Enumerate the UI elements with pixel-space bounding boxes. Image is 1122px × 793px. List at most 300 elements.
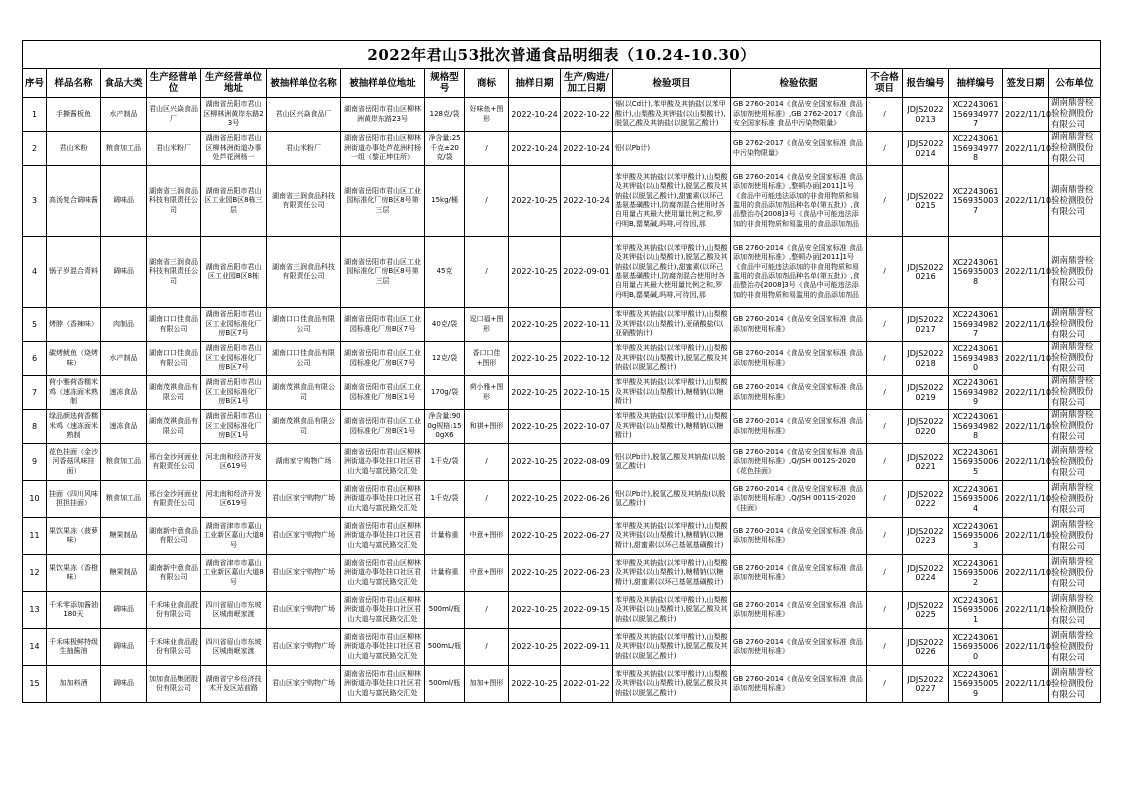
test-basis-text: GB 2760-2014《食品安全国家标准 食品添加剂使用标准》 [733, 526, 863, 544]
production-date-text: 2022-09-11 [563, 642, 610, 652]
test-basis-text: GB 2762-2017《食品安全国家标准 食品中污染物限量》 [733, 139, 863, 157]
sampled-unit-address-text: 湖南省岳阳市君山区工业园标准化厂房B区1号 [344, 417, 421, 435]
report-number [903, 410, 949, 444]
unqualified-items-text: / [883, 494, 886, 503]
sample-name-text: 烤脖（香辣味） [49, 319, 98, 328]
publisher [1049, 98, 1101, 132]
table-row [23, 629, 1101, 666]
table-row [23, 308, 1101, 342]
brand-text: / [485, 642, 488, 651]
test-basis-text: GB 2760-2014《食品安全国家标准 食品添加剂使用标准》 [733, 637, 863, 655]
production-date-text: 2022-10-15 [563, 387, 610, 397]
issue-date [1003, 376, 1052, 410]
issue-date [1003, 592, 1052, 629]
food-category-text: 糖果制品 [109, 531, 138, 540]
brand [465, 629, 509, 666]
test-basis-text: GB 2760-2014《食品安全国家标准 食品添加剂使用标准》,GB 2762-2017《食品安全国家标准 食品中污染物限量》 [733, 100, 863, 128]
food-category-text: 肉制品 [113, 319, 134, 328]
publisher-text: 湖南鼎誉检验检测股份有限公司 [1051, 342, 1094, 374]
sample-date-text: 2022-10-25 [511, 421, 558, 431]
food-category-text: 粮食加工品 [106, 494, 141, 503]
test-items [613, 376, 731, 410]
issue-date-text: 2022/11/10 [1005, 421, 1052, 431]
publisher [1049, 132, 1101, 166]
sample-date [509, 481, 561, 518]
producer-address-text: 河北南和经济开发区619号 [205, 489, 262, 507]
publisher-text: 湖南鼎誉检验检测股份有限公司 [1051, 184, 1094, 217]
producer-address [201, 629, 267, 666]
production-date-text: 2022-06-26 [563, 494, 610, 504]
spec-model [425, 237, 465, 308]
sample-name [47, 592, 101, 629]
unqualified-items-text: / [883, 143, 886, 152]
test-basis [731, 132, 867, 166]
producer-address [201, 342, 267, 376]
food-category [101, 342, 147, 376]
publisher [1049, 308, 1101, 342]
sample-name-text: 果饮果冻（菠萝味） [49, 526, 98, 544]
row-number [23, 666, 47, 703]
sample-name-text: 锅子岁混合青料 [49, 267, 98, 276]
sample-name-text: 碳烤鱿鱼（烧烤味） [49, 349, 98, 367]
producer-address-text: 湖南省岳阳市君山区工业园标准化厂房B区1号 [205, 378, 262, 406]
spec-model-text: 45克 [436, 267, 453, 276]
row-number [23, 444, 47, 481]
sampled-unit-address-text: 湖南省岳阳市君山区柳林洲街道办事处芦花洲村杨一组（黎正坤住所） [344, 134, 421, 162]
brand [465, 592, 509, 629]
production-date-text: 2022-10-11 [563, 319, 610, 329]
issue-date-text: 2022/11/10 [1005, 267, 1052, 277]
sample-number-text: XC22430611569350062 [952, 558, 999, 587]
unqualified-items [867, 410, 903, 444]
producer-address-text: 河北南和经济开发区619号 [205, 452, 262, 470]
publisher-text: 湖南鼎誉检验检测股份有限公司 [1051, 255, 1094, 288]
sample-name [47, 376, 101, 410]
food-inspection-sheet [22, 40, 1100, 703]
test-items-text: 苯甲酸及其钠盐(以苯甲酸计),山梨酸及其钾盐(以山梨酸计),脱氢乙酸及其钠盐(以脱氢乙酸计),甜蜜素(以环己基氨基磺酸计),防腐剂混合使用时各自用量占其最大使用量比例之和,罗丹明B,罂粟碱,吗啡,可待因,那 [615, 243, 728, 299]
sampled-unit-name-text: 湖南口口佳食品有限公司 [272, 349, 335, 367]
sample-number-text: XC22430611569349830 [952, 344, 999, 373]
unqualified-items [867, 592, 903, 629]
test-items [613, 629, 731, 666]
spec-model-text: 净含量:25千克±20克/袋 [428, 134, 461, 162]
spec-model-text: 500ml/瓶 [428, 605, 461, 614]
publisher [1049, 518, 1101, 555]
issue-date-text: 2022/11/10 [1005, 387, 1052, 397]
sample-number [949, 166, 1003, 237]
producer-address [201, 518, 267, 555]
brand-text: 逗口福+图形 [469, 315, 504, 333]
sample-name [47, 308, 101, 342]
row-number [23, 410, 47, 444]
producer-name-text: 湖南茂祺食品有限公司 [149, 383, 198, 401]
col-category-header: 食品大类 [101, 69, 147, 98]
inspection-table [22, 40, 1101, 703]
brand-text: 中意+图形 [469, 531, 504, 540]
test-items [613, 166, 731, 237]
test-items-text: 苯甲酸及其钠盐(以苯甲酸计),山梨酸及其钾盐(以山梨酸计),糖精钠(以糖精计) [615, 412, 728, 440]
brand [465, 666, 509, 703]
sample-name [47, 98, 101, 132]
report-number [903, 555, 949, 592]
sample-number-text: XC22430611569349829 [952, 378, 999, 407]
publisher-text: 湖南鼎誉检验检测股份有限公司 [1051, 376, 1094, 408]
table-row [23, 481, 1101, 518]
row-number [23, 132, 47, 166]
test-items [613, 308, 731, 342]
test-basis [731, 342, 867, 376]
production-date [561, 98, 613, 132]
unqualified-items [867, 166, 903, 237]
producer-address-text: 湖南省岳阳市君山区柳林洲黄岸东路23号 [203, 100, 264, 128]
sample-date-text: 2022-10-24 [511, 109, 558, 119]
brand-text: 香口口佳+图形 [472, 349, 501, 367]
row-number-text: 8 [31, 421, 38, 431]
production-date-text: 2022-06-27 [563, 531, 610, 541]
producer-name [147, 518, 201, 555]
sample-date [509, 376, 561, 410]
row-number-text: 13 [29, 605, 40, 615]
test-basis [731, 166, 867, 237]
sampled-unit-name-text: 君山米粉厂 [286, 143, 321, 152]
production-date-text: 2022-06-23 [563, 568, 610, 578]
producer-name [147, 237, 201, 308]
spec-model-text: 500ml/瓶 [428, 679, 461, 688]
test-basis [731, 555, 867, 592]
food-category [101, 592, 147, 629]
spec-model [425, 98, 465, 132]
test-items-text: 苯甲酸及其钠盐(以苯甲酸计),山梨酸及其钾盐(以山梨酸计),脱氢乙酸及其钠盐(以脱氢乙酸计) [615, 669, 728, 697]
brand-text: / [485, 196, 488, 205]
issue-date [1003, 555, 1052, 592]
sampled-unit-address [341, 666, 425, 703]
sampled-unit-name-text: 湖南省三润食品科技有限责任公司 [272, 262, 335, 280]
row-number-text: 4 [31, 267, 38, 277]
spec-model [425, 376, 465, 410]
table-row [23, 666, 1101, 703]
producer-name-text: 加加食品集团股份有限公司 [149, 674, 198, 692]
spec-model-text: 15kg/桶 [431, 196, 458, 205]
report-number [903, 166, 949, 237]
publisher [1049, 166, 1101, 237]
producer-address [201, 666, 267, 703]
producer-address [201, 237, 267, 308]
issue-date-text: 2022/11/10 [1005, 353, 1052, 363]
test-basis [731, 629, 867, 666]
sampled-unit-address [341, 166, 425, 237]
brand [465, 481, 509, 518]
sampled-unit-address-text: 湖南省岳阳市君山区柳林洲街道办事处挂口社区君山大道与富民路交汇处 [344, 669, 421, 697]
col-sampled-addr-header: 被抽样单位地址 [341, 69, 425, 98]
unqualified-items [867, 342, 903, 376]
col-spec-header: 规格型号 [425, 69, 465, 98]
spec-model-text: 500mL/瓶 [427, 642, 462, 651]
publisher [1049, 629, 1101, 666]
report-number-text: JDJS20220215 [907, 191, 944, 210]
issue-date [1003, 410, 1052, 444]
production-date-text: 2022-08-09 [563, 457, 610, 467]
publisher-text: 湖南鼎誉检验检测股份有限公司 [1051, 556, 1094, 589]
issue-date-text: 2022/11/10 [1005, 531, 1052, 541]
test-items [613, 444, 731, 481]
sampled-unit-address-text: 湖南省岳阳市君山区柳林洲街道办事处挂口社区君山大道与富民路交汇处 [344, 558, 421, 586]
sampled-unit-address-text: 湖南省岳阳市君山区工业园标准化厂房B区1号 [344, 383, 421, 401]
sampled-unit-address [341, 376, 425, 410]
report-number [903, 481, 949, 518]
unqualified-items-text: / [883, 568, 886, 577]
sample-date-text: 2022-10-25 [511, 457, 558, 467]
report-number-text: JDJS20220224 [907, 563, 944, 582]
unqualified-items-text: / [883, 196, 886, 205]
sample-number-text: XC22430611569350059 [952, 669, 999, 698]
food-category [101, 132, 147, 166]
row-number-text: 12 [29, 568, 40, 578]
production-date [561, 481, 613, 518]
unqualified-items-text: / [883, 319, 886, 328]
sample-date [509, 592, 561, 629]
sampled-unit-address [341, 592, 425, 629]
publisher-text: 湖南鼎誉检验检测股份有限公司 [1051, 98, 1094, 130]
brand [465, 98, 509, 132]
sample-number [949, 555, 1003, 592]
producer-address-text: 四川省眉山市东坡区城南岷家渡 [205, 600, 262, 618]
spec-model [425, 132, 465, 166]
sampled-unit-address-text: 湖南省岳阳市君山区柳林洲黄岸东路23号 [344, 105, 421, 123]
sample-number [949, 666, 1003, 703]
unqualified-items [867, 444, 903, 481]
sampled-unit-name [267, 444, 341, 481]
brand-text: 和祺+图形 [469, 421, 504, 430]
production-date [561, 342, 613, 376]
producer-name-text: 湖南茂祺食品有限公司 [149, 417, 198, 435]
sampled-unit-address [341, 98, 425, 132]
row-number-text: 10 [29, 494, 40, 504]
production-date [561, 518, 613, 555]
sample-number [949, 237, 1003, 308]
brand-text: / [485, 605, 488, 614]
brand [465, 342, 509, 376]
unqualified-items-text: / [883, 642, 886, 651]
food-category [101, 444, 147, 481]
sampled-unit-name [267, 376, 341, 410]
issue-date [1003, 518, 1052, 555]
sampled-unit-name-text: 湖南茂祺食品有限公司 [272, 383, 335, 401]
test-basis [731, 376, 867, 410]
food-category [101, 308, 147, 342]
sample-number-text: XC22430611569349777 [952, 100, 999, 129]
row-number [23, 555, 47, 592]
sampled-unit-name-text: 君山区家宁购物广场 [272, 679, 335, 688]
food-category-text: 糖果制品 [109, 568, 138, 577]
issue-date-text: 2022/11/10 [1005, 457, 1052, 467]
producer-name [147, 132, 201, 166]
sample-date-text: 2022-10-25 [511, 267, 558, 277]
sample-date-text: 2022-10-25 [511, 494, 558, 504]
row-number-text: 6 [31, 353, 38, 363]
brand [465, 308, 509, 342]
food-category [101, 481, 147, 518]
producer-address [201, 98, 267, 132]
spec-model [425, 410, 465, 444]
sample-name-text: 加加料酒 [59, 679, 88, 688]
sample-date-text: 2022-10-25 [511, 353, 558, 363]
unqualified-items-text: / [883, 457, 886, 466]
food-category [101, 518, 147, 555]
test-basis-text: GB 2760-2014《食品安全国家标准 食品添加剂使用标准》 [733, 383, 863, 401]
test-items-text: 苯甲酸及其钠盐(以苯甲酸计),山梨酸及其钾盐(以山梨酸计),脱氢乙酸及其钠盐(以脱氢乙酸计),甜蜜素(以环己基氨基磺酸计),防腐剂混合使用时各自用量占其最大使用量比例之和,罗丹明B,罂粟碱,吗啡,可待因,那 [615, 172, 728, 228]
sample-date [509, 342, 561, 376]
producer-address [201, 592, 267, 629]
sample-number [949, 342, 1003, 376]
report-number-text: JDJS20220218 [907, 349, 944, 368]
production-date [561, 410, 613, 444]
sampled-unit-address-text: 湖南省岳阳市君山区工业园标准化厂房B区7号 [344, 315, 421, 333]
test-basis-text: GB 2760-2014《食品安全国家标准 食品添加剂使用标准》 [733, 417, 863, 435]
issue-date-text: 2022/11/10 [1005, 109, 1052, 119]
production-date [561, 376, 613, 410]
row-number [23, 592, 47, 629]
publisher [1049, 237, 1101, 308]
food-category-text: 调味品 [113, 605, 134, 614]
spec-model-text: 40克/袋 [431, 319, 458, 328]
report-number-text: JDJS20220226 [907, 637, 944, 656]
report-number-text: JDJS20220222 [907, 489, 944, 508]
test-basis [731, 308, 867, 342]
sampled-unit-name-text: 君山区家宁购物广场 [272, 531, 335, 540]
sampled-unit-name-text: 君山区家宁购物广场 [272, 568, 335, 577]
production-date-text: 2022-10-24 [563, 196, 610, 206]
sampled-unit-name [267, 410, 341, 444]
report-number [903, 518, 949, 555]
col-unqualified-header: 不合格项目 [867, 69, 903, 98]
sample-name [47, 629, 101, 666]
test-basis-text: GB 2760-2014《食品安全国家标准 食品添加剂使用标准》,整顿办函[2011]1号《食品中可能违法添加的非食用物质和易滥用的食品添加剂品种名单(第五批)》,食品整治办[2008]3号《食品中可能违法添加的非食用物质和易滥用的食品添加剂品 [733, 243, 863, 299]
spec-model [425, 444, 465, 481]
col-prod-date-header: 生产/购进/加工日期 [561, 69, 613, 98]
sampled-unit-name [267, 518, 341, 555]
sample-date [509, 518, 561, 555]
sampled-unit-name [267, 132, 341, 166]
sampled-unit-name-text: 湖南家宁购物广场 [275, 457, 332, 466]
production-date-text: 2022-01-22 [563, 679, 610, 689]
sample-date-text: 2022-10-25 [511, 387, 558, 397]
test-basis [731, 518, 867, 555]
sample-name-text: 果饮果冻（香橙味） [49, 563, 98, 581]
row-number [23, 376, 47, 410]
sampled-unit-address [341, 308, 425, 342]
food-category [101, 410, 147, 444]
col-report-no-header: 报告编号 [903, 69, 949, 98]
sampled-unit-address [341, 342, 425, 376]
test-items-text: 铅(以Pb计) [615, 143, 651, 152]
test-basis-text: GB 2760-2014《食品安全国家标准 食品添加剂使用标准》,Q/JSH 0011S-2020《挂面》 [733, 484, 863, 512]
sample-name-text: 绿品颜选荷香糯米鸡（速冻面米熟制 [49, 412, 98, 440]
sample-date-text: 2022-10-25 [511, 196, 558, 206]
table-row [23, 98, 1101, 132]
test-basis [731, 481, 867, 518]
row-number-text: 3 [31, 196, 38, 206]
producer-name [147, 555, 201, 592]
unqualified-items-text: / [883, 387, 886, 396]
test-basis [731, 444, 867, 481]
sampled-unit-name-text: 湖南省三润食品科技有限责任公司 [272, 191, 335, 209]
food-category [101, 629, 147, 666]
sample-number-text: XC22430611569350038 [952, 257, 999, 286]
row-number-text: 2 [31, 143, 38, 153]
sample-date-text: 2022-10-24 [511, 143, 558, 153]
brand [465, 444, 509, 481]
test-basis-text: GB 2760-2014《食品安全国家标准 食品添加剂使用标准》 [733, 349, 863, 367]
test-items [613, 410, 731, 444]
sample-date [509, 237, 561, 308]
producer-address [201, 376, 267, 410]
unqualified-items [867, 518, 903, 555]
sampled-unit-name [267, 166, 341, 237]
row-number-text: 15 [29, 679, 40, 689]
producer-address [201, 481, 267, 518]
report-number-text: JDJS20220227 [907, 674, 944, 693]
producer-name-text: 千禾味业食品股份有限公司 [149, 637, 198, 655]
sample-date [509, 308, 561, 342]
producer-name-text: 湖南新中意食品有限公司 [149, 526, 198, 544]
sample-number [949, 376, 1003, 410]
row-number [23, 308, 47, 342]
row-number [23, 481, 47, 518]
unqualified-items [867, 666, 903, 703]
sampled-unit-name-text: 君山区家宁购物广场 [272, 642, 335, 651]
report-number-text: JDJS20220220 [907, 417, 944, 436]
spec-model-text: 128克/袋 [429, 109, 460, 118]
producer-name [147, 666, 201, 703]
sampled-unit-name [267, 481, 341, 518]
sampled-unit-address [341, 410, 425, 444]
sample-number [949, 444, 1003, 481]
table-row [23, 444, 1101, 481]
sample-name-text: 千禾味极鲜特级生抽酱油 [49, 637, 98, 655]
sampled-unit-address-text: 湖南省岳阳市君山区柳林洲街道办事处挂口社区君山大道与富民路交汇处 [344, 595, 421, 623]
sample-name-text: 千禾零添加酱油180天 [49, 600, 98, 618]
food-category-text: 调味品 [113, 196, 134, 205]
food-category [101, 555, 147, 592]
table-body [23, 98, 1101, 703]
sampled-unit-name [267, 342, 341, 376]
test-basis-text: GB 2760-2014《食品安全国家标准 食品添加剂使用标准》 [733, 674, 863, 692]
test-items [613, 98, 731, 132]
producer-address-text: 湖南省岳阳市君山区工业园B区8栋三层 [204, 186, 263, 214]
publisher [1049, 481, 1101, 518]
test-items [613, 132, 731, 166]
test-items [613, 666, 731, 703]
production-date-text: 2022-10-22 [563, 109, 610, 119]
producer-name-text: 湖南省三润食品科技有限责任公司 [149, 186, 198, 214]
row-number [23, 629, 47, 666]
sample-date-text: 2022-10-25 [511, 319, 558, 329]
unqualified-items-text: / [883, 531, 886, 540]
col-test-items-header: 检验项目 [613, 69, 731, 98]
report-number [903, 98, 949, 132]
producer-address-text: 湖南省津市市嘉山工业新区嘉山大道8号 [203, 558, 264, 586]
producer-name-text: 君山米粉厂 [156, 143, 191, 152]
unqualified-items [867, 132, 903, 166]
publisher-text: 湖南鼎誉检验检测股份有限公司 [1051, 667, 1094, 700]
sample-number [949, 629, 1003, 666]
issue-date-text: 2022/11/10 [1005, 319, 1052, 329]
sampled-unit-address-text: 湖南省岳阳市君山区柳林洲街道办事处挂口社区君山大道与富民路交汇处 [344, 632, 421, 660]
sample-name-text: 荷小雅荷香糯米鸡（速冻面米熟制 [49, 378, 98, 406]
brand-text: 好味鱼+图形 [469, 105, 504, 123]
issue-date [1003, 308, 1052, 342]
producer-name-text: 邢台金沙河面业有限责任公司 [149, 489, 198, 507]
